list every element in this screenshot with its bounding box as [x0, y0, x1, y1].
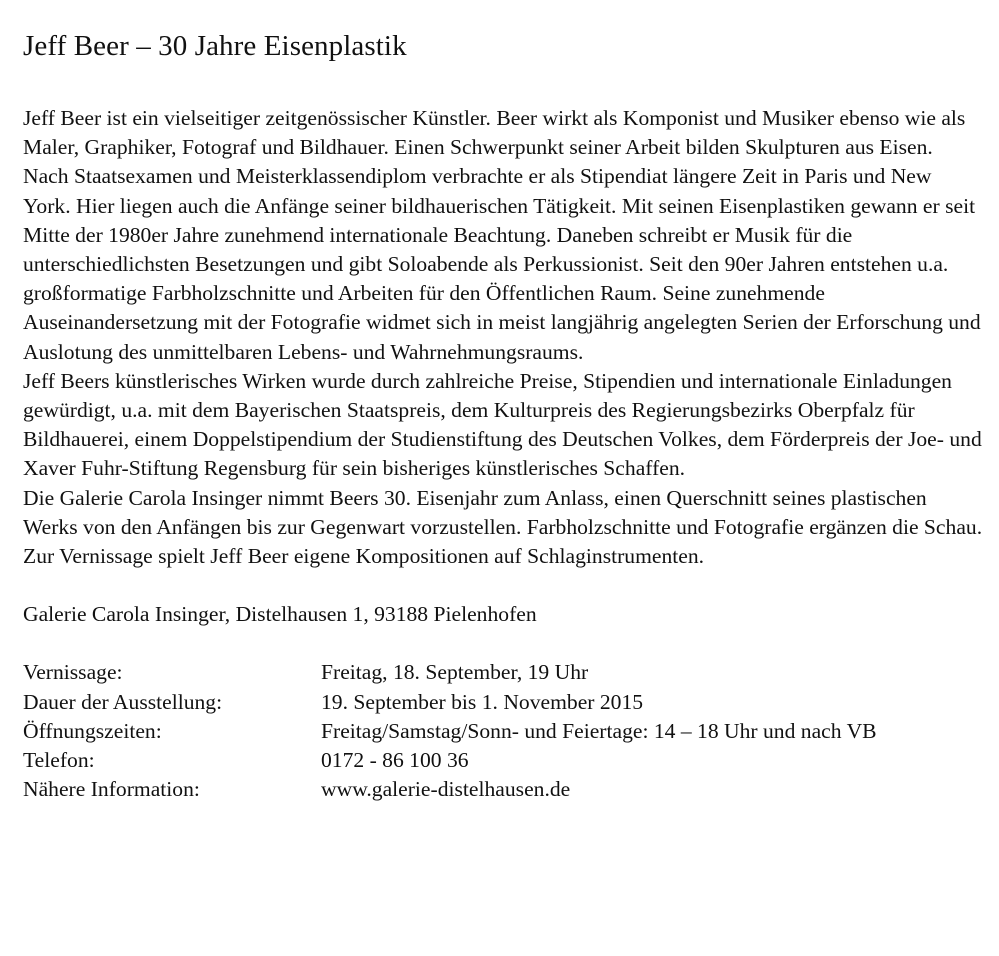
info-value: 19. September bis 1. November 2015 [321, 689, 644, 714]
info-label: Vernissage: [23, 660, 123, 685]
paragraph-exhibition: Die Galerie Carola Insinger nimmt Beers 30. Eisenjahr zum Anlass, einen Querschnitt seines plastischen Werks von den Anfängen bis zur Gegenwart vorzustellen. Farbholzschnitte und Fotografie ergänzen die Schau. Zur Vernissage spielt Jeff Beer eigene Kompositionen auf Schlaginstrumenten. [23, 485, 983, 569]
info-label: Nähere Information: [23, 777, 200, 802]
info-row-dauer [23, 688, 877, 717]
paragraph-awards: Jeff Beers künstlerisches Wirken wurde durch zahlreiche Preise, Stipendien und internationale Einladungen gewürdigt, u.a. mit dem Bayerischen Staatspreis, dem Kulturpreis des Regierungsbezirks Oberpfalz für Bildhauerei, einem Doppelstipendium der Studienstiftung des Deutschen Volkes, dem Förderpreis der Joe- und Xaver Fuhr-Stiftung Regensburg für sein bisheriges künstlerisches Schaffen. [23, 368, 982, 481]
phone-number: 0172 - 86 100 36 [321, 748, 469, 773]
info-row-oeffnungszeiten [23, 717, 877, 746]
page-title: Jeff Beer – 30 Jahre Eisenplastik [23, 30, 407, 62]
info-label: Telefon: [23, 748, 95, 773]
info-value-cell [321, 775, 877, 804]
info-label: Dauer der Ausstellung: [23, 689, 223, 714]
exhibition-info-table [23, 658, 877, 804]
info-value: Freitag, 18. September, 19 Uhr [321, 660, 589, 685]
info-row-website [23, 775, 877, 804]
info-row-vernissage [23, 658, 877, 687]
paragraph-intro: Jeff Beer ist ein vielseitiger zeitgenössischer Künstler. Beer wirkt als Komponist und Musiker ebenso wie als Maler, Graphiker, Fotograf und Bildhauer. Einen Schwerpunkt seiner Arbeit bilden Skulpturen aus Eisen. Nach Staatsexamen und Meisterklassendiplom verbrachte er als Stipendiat längere Zeit in Paris und New York. Hier liegen auch die Anfänge seiner bildhauerischen Tätigkeit. Mit seinen Eisenplastiken gewann er seit Mitte der 1980er Jahre zunehmend internationale Beachtung. Daneben schreibt er Musik für die unterschiedlichsten Besetzungen und gibt Soloabende als Perkussionist. Seit den 90er Jahren entstehen u.a. großformatige Farbholzschnitte und Arbeiten für den Öffentlichen Raum. Seine zunehmende Auseinandersetzung mit der Fotografie widmet sich in meist langjährig angelegten Serien der Erforschung und Auslotung des unmittelbaren Lebens- und Wahrnehmungsraums. [23, 106, 981, 364]
article-body [23, 104, 983, 571]
info-value: Freitag/Samstag/Sonn- und Feiertage: 14 – 18 Uhr und nach VB [321, 718, 877, 743]
info-label: Öffnungszeiten: [23, 718, 162, 743]
info-row-telefon [23, 746, 877, 775]
website-link[interactable]: www.galerie-distelhausen.de [321, 777, 571, 802]
gallery-address: Galerie Carola Insinger, Distelhausen 1, 93188 Pielenhofen [23, 602, 537, 627]
